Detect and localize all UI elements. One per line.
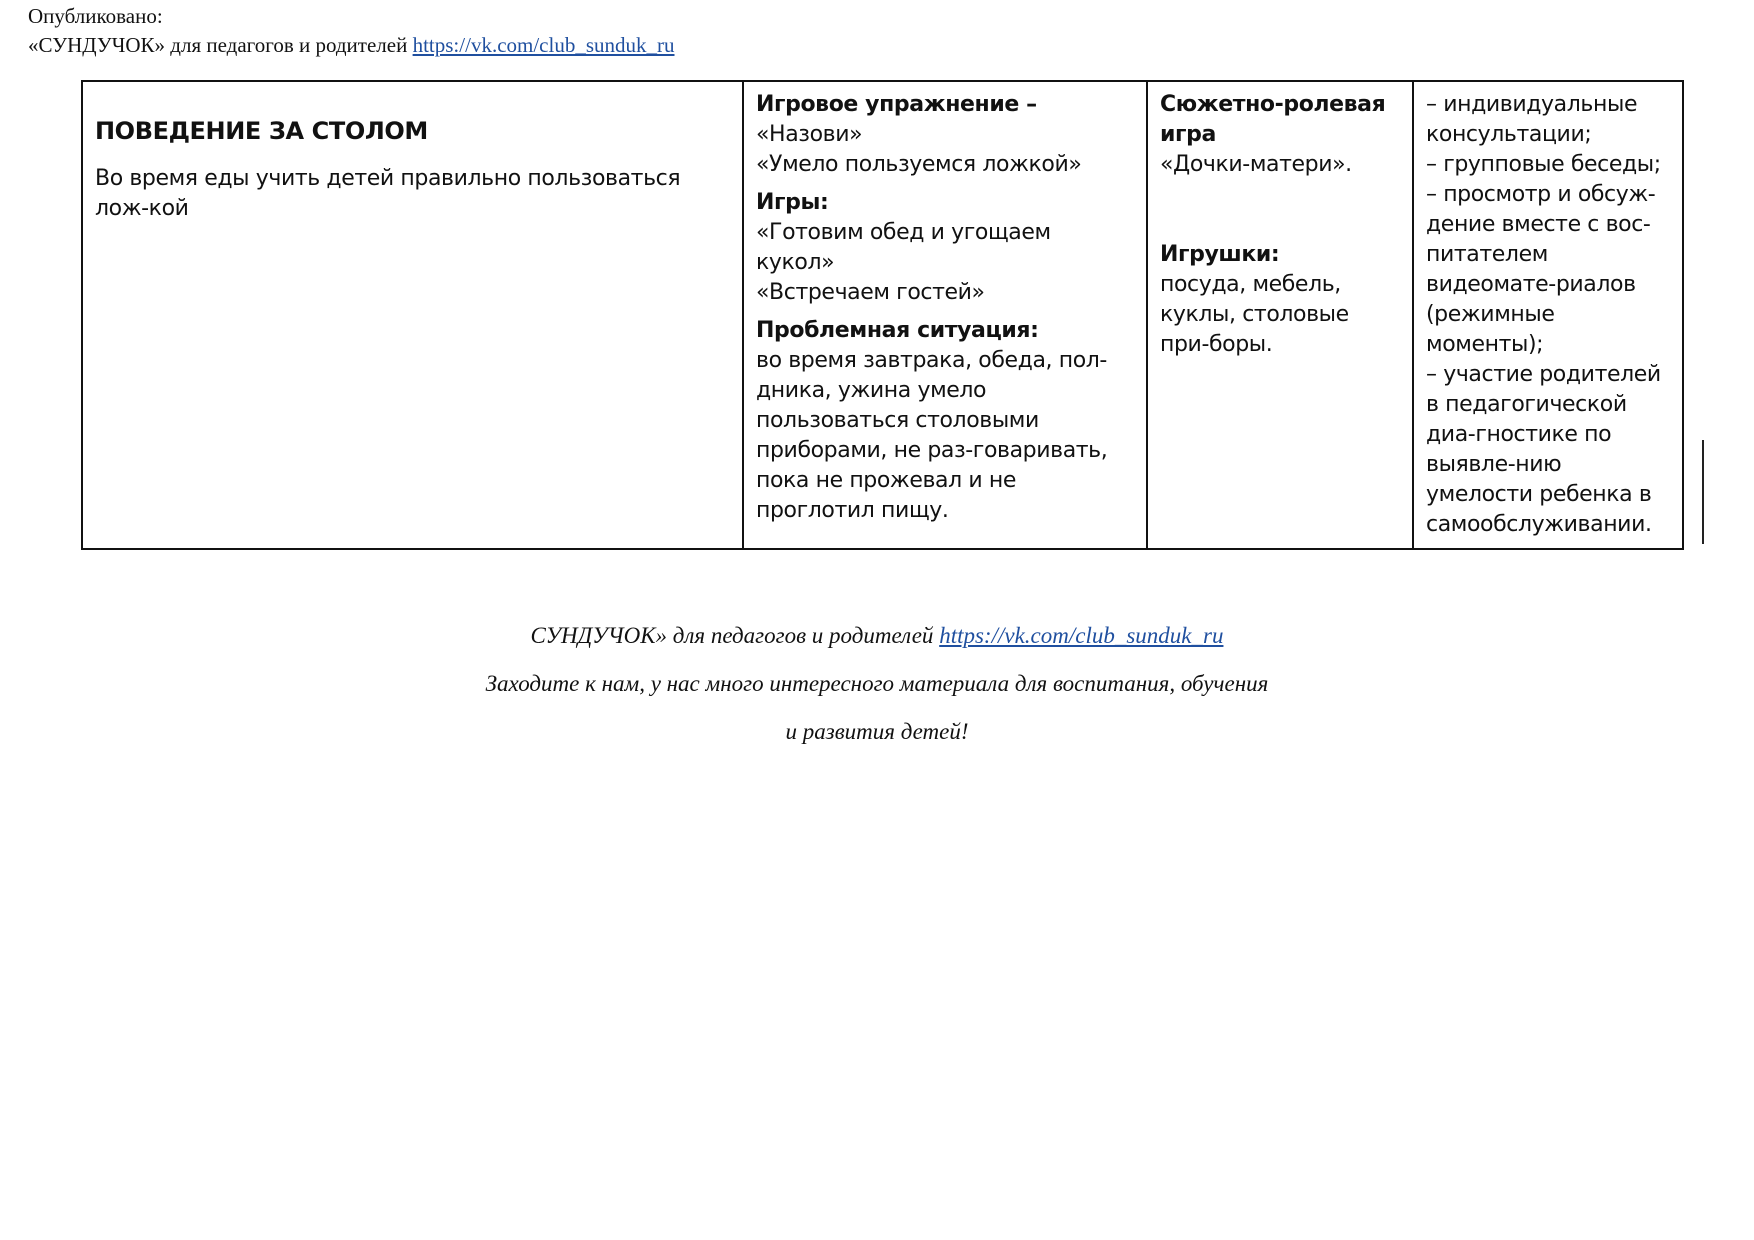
games-item: «Встречаем гостей» bbox=[756, 280, 985, 305]
cell-roleplay bbox=[1147, 81, 1413, 549]
footer-line-2: Заходите к нам, у нас много интересного материала для воспитания, обучения bbox=[485, 671, 1269, 696]
list-item: – просмотр и обсуж-дение вместе с вос-питателем видеомате-риалов (режимные моменты); bbox=[1426, 182, 1656, 357]
games-item: «Готовим обед и угощаем кукол» bbox=[756, 220, 1051, 275]
cell-behavior bbox=[82, 81, 743, 549]
toys-heading: Игрушки: bbox=[1160, 242, 1280, 267]
exercise-item: «Назови» bbox=[756, 122, 863, 147]
table-row bbox=[82, 81, 1683, 549]
scan-edge-line bbox=[1702, 440, 1704, 544]
exercise-heading: Игровое упражнение – bbox=[756, 92, 1037, 117]
page-header bbox=[28, 2, 675, 60]
page-footer bbox=[0, 622, 1754, 766]
exercise-item: «Умело пользуемся ложкой» bbox=[756, 152, 1082, 177]
games-heading: Игры: bbox=[756, 190, 829, 215]
cell-activities bbox=[743, 81, 1147, 549]
parents-list bbox=[1426, 90, 1670, 540]
section-title: ПОВЕДЕНИЕ ЗА СТОЛОМ bbox=[95, 117, 428, 145]
list-item: – участие родителей в педагогической диа-гностике по выявле-нию умелости ребенка в самообслуживании. bbox=[1426, 362, 1661, 537]
footer-line-3: и развития детей! bbox=[785, 719, 969, 744]
footer-line-1 bbox=[0, 622, 1754, 650]
cell-parents bbox=[1413, 81, 1683, 549]
list-item: – индивидуальные консультации; bbox=[1426, 92, 1638, 147]
source-line bbox=[28, 31, 675, 60]
roleplay-heading: Сюжетно-ролевая игра bbox=[1160, 92, 1386, 147]
footer-source-link[interactable]: https://vk.com/club_sunduk_ru bbox=[939, 623, 1224, 648]
published-label: Опубликовано: bbox=[28, 4, 163, 28]
list-item: – групповые беседы; bbox=[1426, 152, 1661, 177]
toys-text: посуда, мебель, куклы, столовые при-боры. bbox=[1160, 272, 1349, 357]
roleplay-text: «Дочки-матери». bbox=[1160, 152, 1352, 177]
source-link[interactable]: https://vk.com/club_sunduk_ru bbox=[412, 33, 675, 57]
source-text: «СУНДУЧОК» для педагогов и родителей bbox=[28, 33, 408, 57]
section-text: Во время еды учить детей правильно пользоваться лож-кой bbox=[95, 166, 681, 221]
footer-source-text: СУНДУЧОК» для педагогов и родителей bbox=[530, 623, 934, 648]
content-table bbox=[81, 80, 1684, 550]
problem-heading: Проблемная ситуация: bbox=[756, 318, 1039, 343]
problem-text: во время завтрака, обеда, пол-дника, ужина умело пользоваться столовыми приборами, не раз-говаривать, пока не прожевал и не проглотил пищу. bbox=[756, 348, 1108, 523]
